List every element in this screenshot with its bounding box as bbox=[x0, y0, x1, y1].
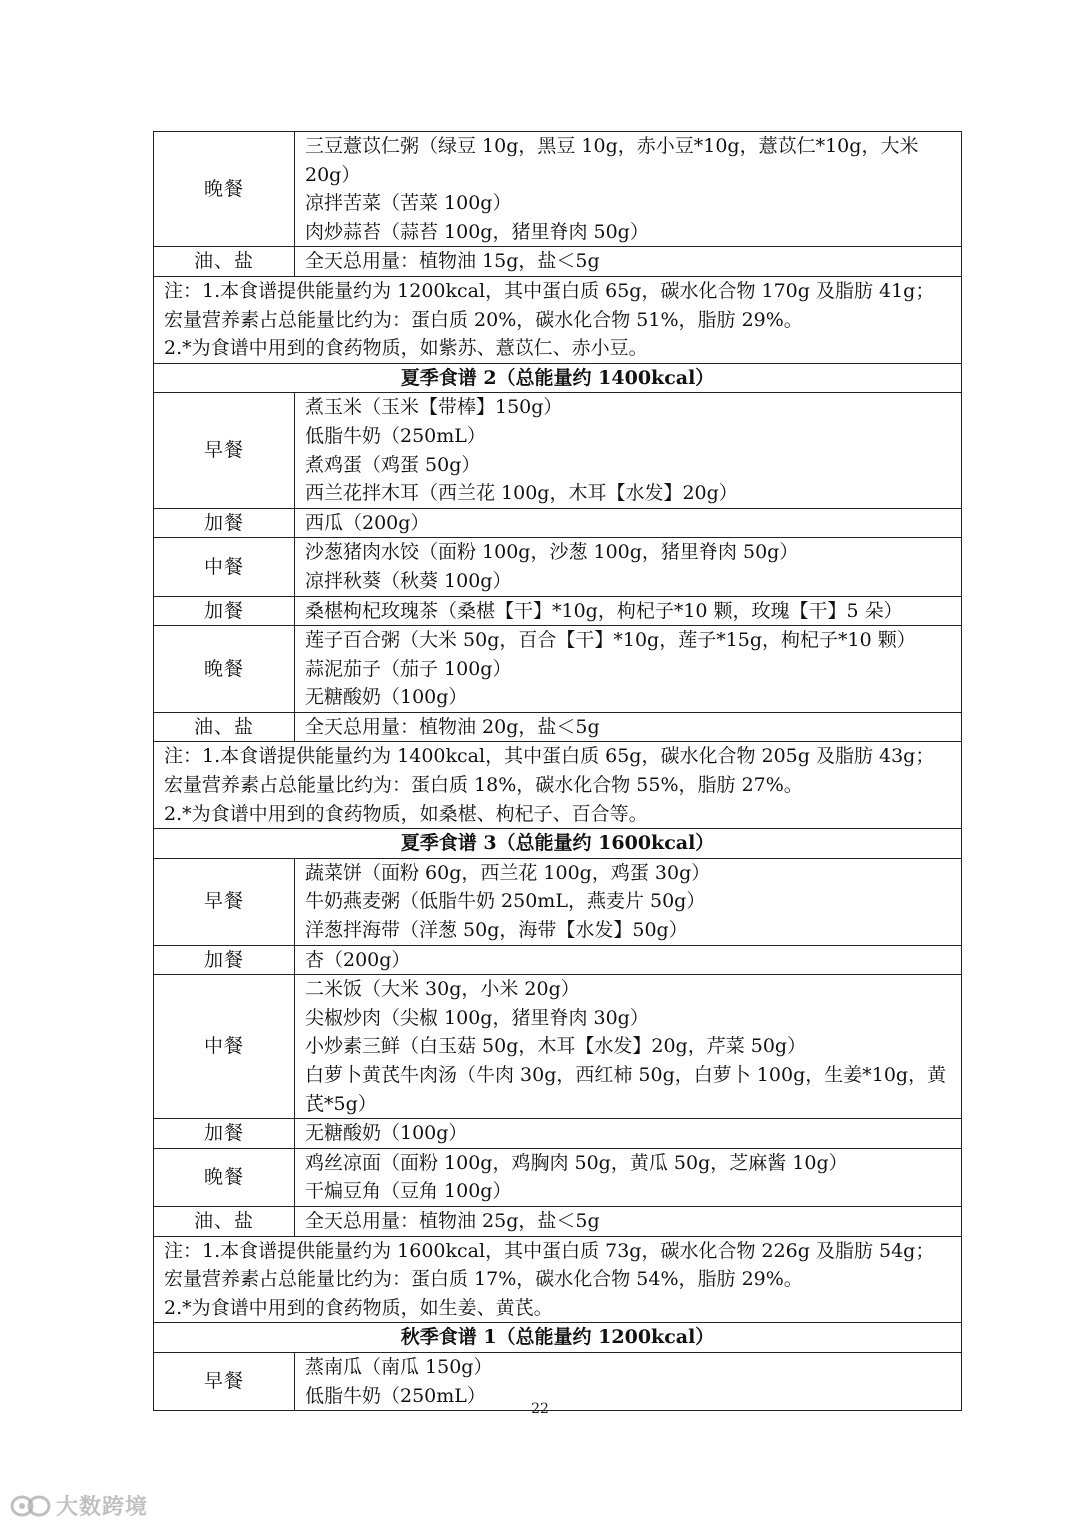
meal-row bbox=[154, 1148, 962, 1206]
meal-items bbox=[295, 945, 962, 975]
dish-item: 干煸豆角（豆角 100g） bbox=[305, 1180, 512, 1203]
note-line: 注：1.本食谱提供能量约为 1400kcal，其中蛋白质 65g，碳水化合物 205g 及脂肪 43g；宏量营养素占总能量比约为：蛋白质 18%，碳水化合物 55%，脂肪 27%。 bbox=[164, 745, 935, 797]
dish-item: 二米饭（大米 30g，小米 20g） bbox=[305, 978, 580, 1001]
recipe-note bbox=[154, 276, 962, 363]
meal-row bbox=[154, 858, 962, 945]
dish-item: 凉拌秋葵（秋葵 100g） bbox=[305, 569, 512, 592]
dish-item: 全天总用量：植物油 25g，盐＜5g bbox=[305, 1209, 600, 1232]
meal-name: 晚餐 bbox=[154, 132, 295, 247]
dish-item: 全天总用量：植物油 15g，盐＜5g bbox=[305, 250, 600, 273]
note-line: 2.*为食谱中用到的食药物质，如生姜、黄芪。 bbox=[164, 1296, 553, 1319]
note-line: 2.*为食谱中用到的食药物质，如桑椹、枸杞子、百合等。 bbox=[164, 802, 648, 825]
meal-name: 中餐 bbox=[154, 538, 295, 596]
meal-row bbox=[154, 1206, 962, 1236]
dish-item: 全天总用量：植物油 20g，盐＜5g bbox=[305, 715, 600, 738]
dish-item: 杏（200g） bbox=[305, 948, 411, 971]
meal-items bbox=[295, 132, 962, 247]
dish-item: 低脂牛奶（250mL） bbox=[305, 424, 486, 447]
meal-items bbox=[295, 1148, 962, 1206]
dish-item: 莲子百合粥（大米 50g，百合【干】*10g，莲子*15g，枸杞子*10 颗） bbox=[305, 629, 916, 652]
meal-row bbox=[154, 945, 962, 975]
meal-row bbox=[154, 247, 962, 277]
dish-item: 西兰花拌木耳（西兰花 100g，木耳【水发】20g） bbox=[305, 482, 738, 505]
dish-item: 肉炒蒜苔（蒜苔 100g，猪里脊肉 50g） bbox=[305, 220, 649, 243]
section-title: 秋季食谱 1（总能量约 1200kcal） bbox=[154, 1323, 962, 1353]
meal-name: 加餐 bbox=[154, 596, 295, 626]
meal-name: 中餐 bbox=[154, 975, 295, 1119]
dish-item: 凉拌苦菜（苦菜 100g） bbox=[305, 192, 512, 215]
meal-items bbox=[295, 508, 962, 538]
dish-item: 低脂牛奶（250mL） bbox=[305, 1384, 486, 1407]
note-line: 注：1.本食谱提供能量约为 1600kcal，其中蛋白质 73g，碳水化合物 226g 及脂肪 54g；宏量营养素占总能量比约为：蛋白质 17%，碳水化合物 54%，脂肪 29%。 bbox=[164, 1239, 935, 1291]
meal-items bbox=[295, 858, 962, 945]
meal-name: 早餐 bbox=[154, 1352, 295, 1410]
dish-item: 蒸南瓜（南瓜 150g） bbox=[305, 1355, 493, 1378]
note-row bbox=[154, 1236, 962, 1323]
note-row bbox=[154, 742, 962, 829]
meal-row bbox=[154, 538, 962, 596]
watermark bbox=[10, 1490, 148, 1521]
meal-name: 油、盐 bbox=[154, 712, 295, 742]
dish-item: 鸡丝凉面（面粉 100g，鸡胸肉 50g，黄瓜 50g，芝麻酱 10g） bbox=[305, 1151, 848, 1174]
meal-row bbox=[154, 712, 962, 742]
page-number: 22 bbox=[531, 1401, 549, 1417]
meal-name: 油、盐 bbox=[154, 1206, 295, 1236]
meal-name: 加餐 bbox=[154, 1119, 295, 1149]
dish-item: 无糖酸奶（100g） bbox=[305, 686, 468, 709]
meal-items bbox=[295, 538, 962, 596]
dish-item: 牛奶燕麦粥（低脂牛奶 250mL，燕麦片 50g） bbox=[305, 890, 706, 913]
dish-item: 桑椹枸杞玫瑰茶（桑椹【干】*10g，枸杞子*10 颗，玫瑰【干】5 朵） bbox=[305, 599, 903, 622]
meal-items bbox=[295, 975, 962, 1119]
section-header-row bbox=[154, 363, 962, 393]
section-title: 夏季食谱 3（总能量约 1600kcal） bbox=[154, 829, 962, 859]
meal-name: 早餐 bbox=[154, 858, 295, 945]
dish-item: 沙葱猪肉水饺（面粉 100g，沙葱 100g，猪里脊肉 50g） bbox=[305, 541, 799, 564]
dish-item: 洋葱拌海带（洋葱 50g，海带【水发】50g） bbox=[305, 919, 688, 942]
dish-item: 尖椒炒肉（尖椒 100g，猪里脊肉 30g） bbox=[305, 1006, 649, 1029]
meal-name: 油、盐 bbox=[154, 247, 295, 277]
recipe-table bbox=[153, 131, 962, 1411]
section-title: 夏季食谱 2（总能量约 1400kcal） bbox=[154, 363, 962, 393]
meal-row bbox=[154, 1119, 962, 1149]
note-line: 注：1.本食谱提供能量约为 1200kcal，其中蛋白质 65g，碳水化合物 170g 及脂肪 41g；宏量营养素占总能量比约为：蛋白质 20%，碳水化合物 51%，脂肪 29%。 bbox=[164, 279, 935, 331]
dish-item: 煮鸡蛋（鸡蛋 50g） bbox=[305, 453, 481, 476]
dish-item: 小炒素三鲜（白玉菇 50g，木耳【水发】20g，芹菜 50g） bbox=[305, 1035, 807, 1058]
meal-row bbox=[154, 975, 962, 1119]
meal-items bbox=[295, 712, 962, 742]
watermark-logo-icon bbox=[10, 1493, 52, 1519]
dish-item: 三豆薏苡仁粥（绿豆 10g，黑豆 10g，赤小豆*10g，薏苡仁*10g，大米 20g） bbox=[305, 135, 919, 186]
note-row bbox=[154, 276, 962, 363]
dish-item: 西瓜（200g） bbox=[305, 511, 430, 534]
meal-name: 加餐 bbox=[154, 945, 295, 975]
dish-item: 蒜泥茄子（茄子 100g） bbox=[305, 657, 512, 680]
meal-items bbox=[295, 596, 962, 626]
meal-name: 晚餐 bbox=[154, 626, 295, 713]
dish-item: 白萝卜黄芪牛肉汤（牛肉 30g，西红柿 50g，白萝卜 100g，生姜*10g，黄芪*5g） bbox=[305, 1064, 947, 1115]
recipe-note bbox=[154, 742, 962, 829]
section-header-row bbox=[154, 829, 962, 859]
meal-items bbox=[295, 1119, 962, 1149]
recipe-note bbox=[154, 1236, 962, 1323]
meal-row bbox=[154, 132, 962, 247]
dish-item: 无糖酸奶（100g） bbox=[305, 1122, 468, 1145]
meal-row bbox=[154, 596, 962, 626]
meal-name: 晚餐 bbox=[154, 1148, 295, 1206]
meal-row bbox=[154, 626, 962, 713]
meal-row bbox=[154, 508, 962, 538]
dish-item: 煮玉米（玉米【带棒】150g） bbox=[305, 396, 563, 419]
section-header-row bbox=[154, 1323, 962, 1353]
watermark-text: 大数跨境 bbox=[56, 1495, 149, 1520]
meal-items bbox=[295, 626, 962, 713]
meal-name: 加餐 bbox=[154, 508, 295, 538]
meal-items bbox=[295, 393, 962, 508]
meal-name: 早餐 bbox=[154, 393, 295, 508]
meal-items bbox=[295, 247, 962, 277]
meal-row bbox=[154, 393, 962, 508]
note-line: 2.*为食谱中用到的食药物质，如紫苏、薏苡仁、赤小豆。 bbox=[164, 337, 648, 360]
dish-item: 蔬菜饼（面粉 60g，西兰花 100g，鸡蛋 30g） bbox=[305, 861, 711, 884]
meal-items bbox=[295, 1206, 962, 1236]
